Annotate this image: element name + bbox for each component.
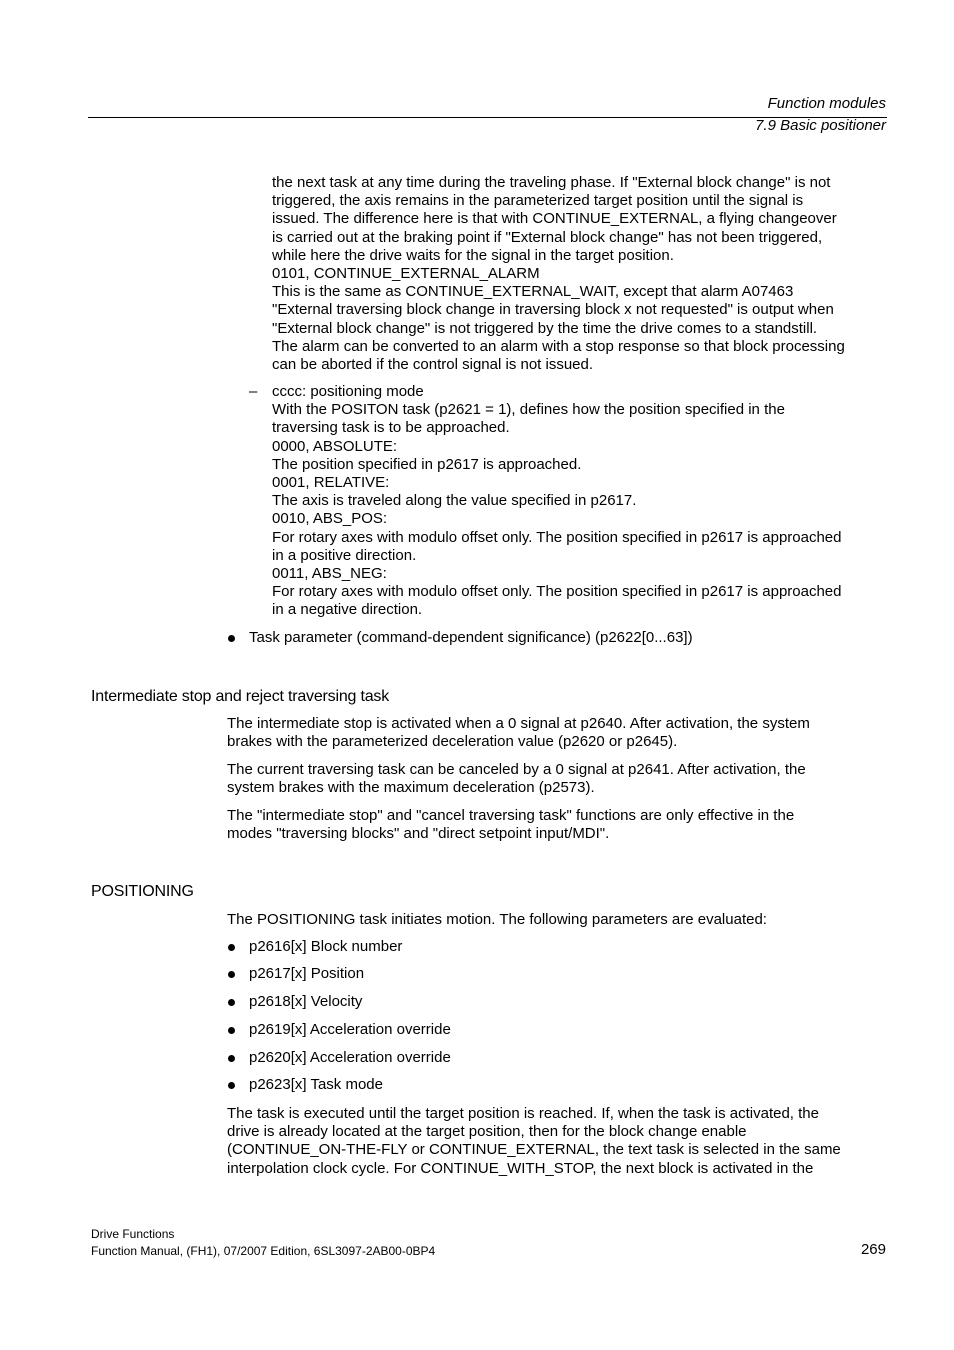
list-item-text: p2616[x] Block number — [249, 938, 403, 955]
text-line: For rotary axes with modulo offset only. The position specified in p2617 is approached — [272, 583, 842, 601]
text-line: traversing task is to be approached. — [272, 419, 510, 437]
list-item — [228, 1049, 451, 1067]
bullet-icon — [228, 1055, 235, 1062]
text-line: system brakes with the maximum deceleration (p2573). — [227, 779, 595, 797]
list-item-text: p2618[x] Velocity — [249, 993, 363, 1010]
text-line: The "intermediate stop" and "cancel traversing task" functions are only effective in the — [227, 807, 795, 824]
section-heading: Intermediate stop and reject traversing task — [91, 688, 390, 705]
dash-marker: – — [249, 383, 258, 400]
paragraph — [227, 715, 889, 751]
text-line: "External block change" is not triggered by the time the drive comes to a standstill. — [272, 319, 818, 337]
page-number: 269 — [860, 1241, 886, 1258]
list-item — [228, 1076, 383, 1094]
continuation-text — [272, 174, 892, 374]
list-item — [228, 993, 362, 1011]
list-item-text: p2620[x] Acceleration override — [249, 1049, 451, 1066]
text-line: The axis is traveled along the value specified in p2617. — [272, 492, 637, 510]
text-line: in a negative direction. — [272, 601, 423, 619]
text-line: in a positive direction. — [272, 546, 417, 564]
list-item — [228, 965, 364, 983]
footer-edition: Function Manual, (FH1), 07/2007 Edition, 6SL3097-2AB00-0BP4 — [91, 1244, 436, 1258]
text-line: This is the same as CONTINUE_EXTERNAL_WAIT, except that alarm A07463 — [272, 283, 794, 301]
paragraph — [227, 1105, 889, 1178]
text-line: brakes with the parameterized deceleration value (p2620 or p2645). — [227, 733, 678, 751]
text-line: triggered, the axis remains in the parameterized target position until the signal is — [272, 192, 804, 210]
footer-doc-title: Drive Functions — [91, 1227, 175, 1241]
paragraph — [227, 761, 889, 797]
list-item-text: Task parameter (command-dependent significance) (p2622[0...63]) — [249, 629, 693, 646]
bullet-icon — [228, 944, 235, 951]
text-line: is carried out at the braking point if "External block change" has not been triggered, — [272, 228, 823, 246]
text-line: issued. The difference here is that with CONTINUE_EXTERNAL, a flying changeover — [272, 210, 837, 228]
text-line: (CONTINUE_ON-THE-FLY or CONTINUE_EXTERNAL, the text task is selected in the same — [227, 1141, 841, 1159]
text-line: interpolation clock cycle. For CONTINUE_WITH_STOP, the next block is activated in the — [227, 1159, 814, 1177]
paragraph — [227, 807, 889, 843]
positioning-mode-item — [272, 383, 892, 620]
bullet-icon — [228, 971, 235, 978]
text-line: drive is already located at the target position, then for the block change enable — [227, 1123, 747, 1141]
list-item — [228, 938, 402, 956]
text-line: For rotary axes with modulo offset only. The position specified in p2617 is approached — [272, 528, 842, 546]
text-line: 0001, RELATIVE: — [272, 474, 390, 492]
list-item-text: p2617[x] Position — [249, 965, 365, 982]
list-item-text: p2623[x] Task mode — [249, 1076, 383, 1093]
text-line: 0010, ABS_POS: — [272, 510, 388, 528]
text-line: 0011, ABS_NEG: — [272, 565, 387, 583]
section-heading: POSITIONING — [91, 883, 194, 900]
text-line: The position specified in p2617 is approached. — [272, 455, 582, 473]
text-line: 0000, ABSOLUTE: — [272, 437, 398, 455]
text-line: can be aborted if the control signal is not issued. — [272, 356, 594, 374]
bullet-icon — [228, 1082, 235, 1089]
text-line: "External traversing block change in traversing block x not requested" is output when — [272, 301, 834, 319]
text-line: 0101, CONTINUE_EXTERNAL_ALARM — [272, 265, 540, 283]
text-line: cccc: positioning mode — [272, 383, 424, 400]
text-line: The alarm can be converted to an alarm with a stop response so that block processing — [272, 337, 845, 355]
bullet-icon — [228, 635, 235, 642]
bullet-icon — [228, 1027, 235, 1034]
text-line: The current traversing task can be canceled by a 0 signal at p2641. After activation, the — [227, 761, 806, 778]
running-header-section: 7.9 Basic positioner — [755, 117, 886, 134]
text-line: the next task at any time during the traveling phase. If "External block change" is not — [272, 174, 831, 191]
list-item — [228, 1021, 451, 1039]
text-line: while here the drive waits for the signal in the target position. — [272, 246, 674, 264]
text-line: With the POSITON task (p2621 = 1), defines how the position specified in the — [272, 401, 785, 419]
text-line: modes "traversing blocks" and "direct setpoint input/MDI". — [227, 825, 610, 843]
list-item-text: p2619[x] Acceleration override — [249, 1021, 451, 1038]
list-item — [228, 629, 693, 647]
text-line: The task is executed until the target position is reached. If, when the task is activated, the — [227, 1105, 819, 1122]
text-line: The intermediate stop is activated when a 0 signal at p2640. After activation, the system — [227, 715, 810, 732]
paragraph: The POSITIONING task initiates motion. The following parameters are evaluated: — [227, 911, 767, 928]
running-header-title: Function modules — [767, 95, 886, 112]
bullet-icon — [228, 999, 235, 1006]
